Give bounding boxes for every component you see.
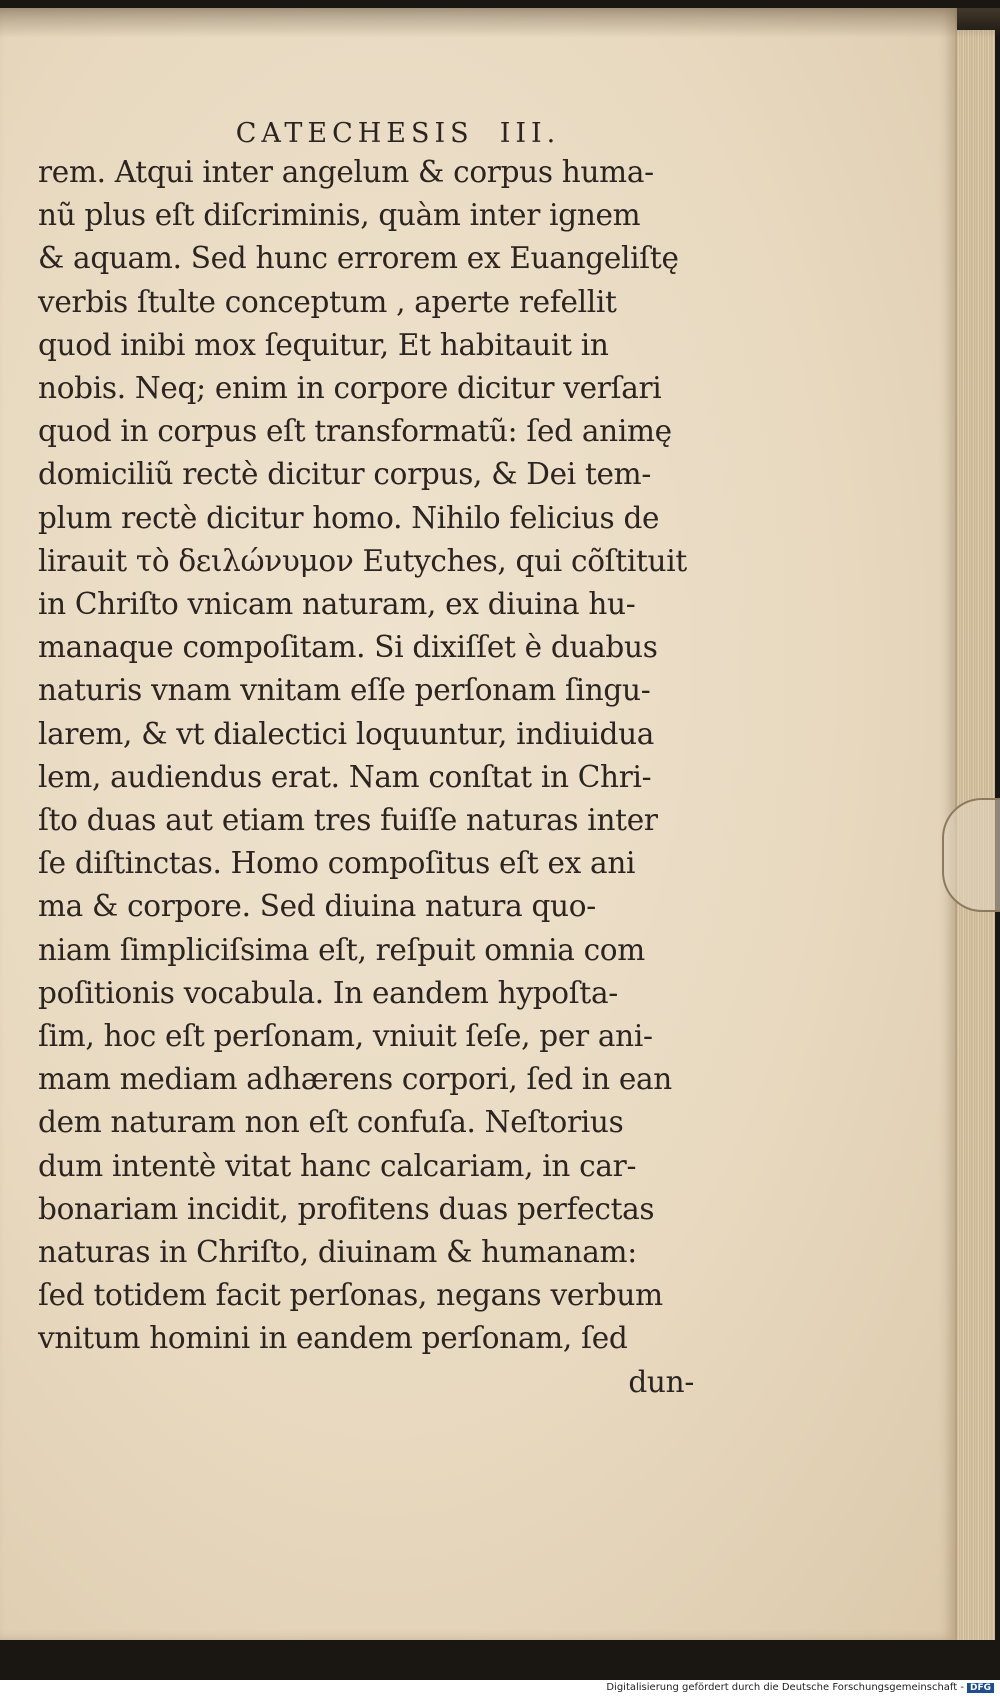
text-line: lirauit τὸ δειλώνυμον Eutyches, qui cõſtituit bbox=[38, 543, 687, 578]
text-line: domiciliũ rectè dicitur corpus, & Dei tem- bbox=[38, 457, 652, 492]
text-line: ſed totidem facit perſonas, negans verbum bbox=[38, 1278, 663, 1313]
text-line: in Chriſto vnicam naturam, ex diuina hu- bbox=[38, 587, 636, 622]
page-number: III. bbox=[499, 118, 561, 149]
page-clip bbox=[942, 798, 1000, 912]
catchword: dun- bbox=[628, 1364, 694, 1399]
text-line: quod in corpus eſt transformatũ: ſed animę bbox=[38, 414, 672, 449]
text-line: ſe diſtinctas. Homo compoſitus eſt ex ani bbox=[38, 846, 636, 881]
text-line: nobis. Neq; enim in corpore dicitur verſari bbox=[38, 371, 662, 406]
page-top-shadow bbox=[0, 8, 1000, 38]
book-page bbox=[0, 8, 957, 1640]
text-line: & aquam. Sed hunc errorem ex Euangeliſtę bbox=[38, 241, 679, 276]
text-line: ſim, hoc eſt perſonam, vniuit ſeſe, per ani- bbox=[38, 1019, 653, 1054]
text-line: verbis ſtulte conceptum , aperte refellit bbox=[38, 284, 617, 319]
text-line: plum rectè dicitur homo. Nihilo felicius de bbox=[38, 500, 660, 535]
text-line: mam mediam adhærens corpori, ſed in ean bbox=[38, 1062, 672, 1097]
running-head bbox=[38, 118, 718, 149]
text-line: vnitum homini in eandem perſonam, ſed bbox=[38, 1321, 628, 1356]
text-line: dem naturam non eſt confuſa. Neſtorius bbox=[38, 1105, 624, 1140]
body-text bbox=[38, 151, 718, 1361]
text-line: nũ plus eſt diſcriminis, quàm inter ignem bbox=[38, 198, 641, 233]
text-line: rem. Atqui inter angelum & corpus huma- bbox=[38, 155, 654, 189]
text-line: bonariam incidit, profitens duas perfectas bbox=[38, 1191, 655, 1226]
text-line: naturis vnam vnitam eſſe perſonam ſingu- bbox=[38, 673, 651, 708]
text-line: ſto duas aut etiam tres fuiſſe naturas inter bbox=[38, 803, 658, 838]
text-line: quod inibi mox ſequitur, Et habitauit in bbox=[38, 327, 609, 362]
text-line: niam ſimpliciſsima eſt, reſpuit omnia com bbox=[38, 932, 645, 967]
text-line: ma & corpore. Sed diuina natura quo- bbox=[38, 889, 596, 924]
digitization-credit bbox=[606, 1682, 994, 1693]
text-line: lem, audiendus erat. Nam conſtat in Chri- bbox=[38, 759, 652, 794]
text-line: manaque compoſitam. Si dixiſſet è duabus bbox=[38, 630, 658, 665]
running-head-title: CATECHESIS bbox=[235, 118, 474, 149]
text-line: larem, & vt dialectici loquuntur, indiuidua bbox=[38, 716, 655, 751]
text-line: dum intentè vitat hanc calcariam, in car- bbox=[38, 1148, 637, 1183]
text-line: poſitionis vocabula. In eandem hypoſta- bbox=[38, 975, 618, 1010]
page-text bbox=[38, 118, 718, 1404]
text-line: naturas in Chriſto, diuinam & humanam: bbox=[38, 1235, 637, 1270]
dfg-logo: DFG bbox=[967, 1683, 994, 1693]
credit-text: Digitalisierung gefördert durch die Deutsche Forschungsgemeinschaft - bbox=[606, 1682, 964, 1693]
